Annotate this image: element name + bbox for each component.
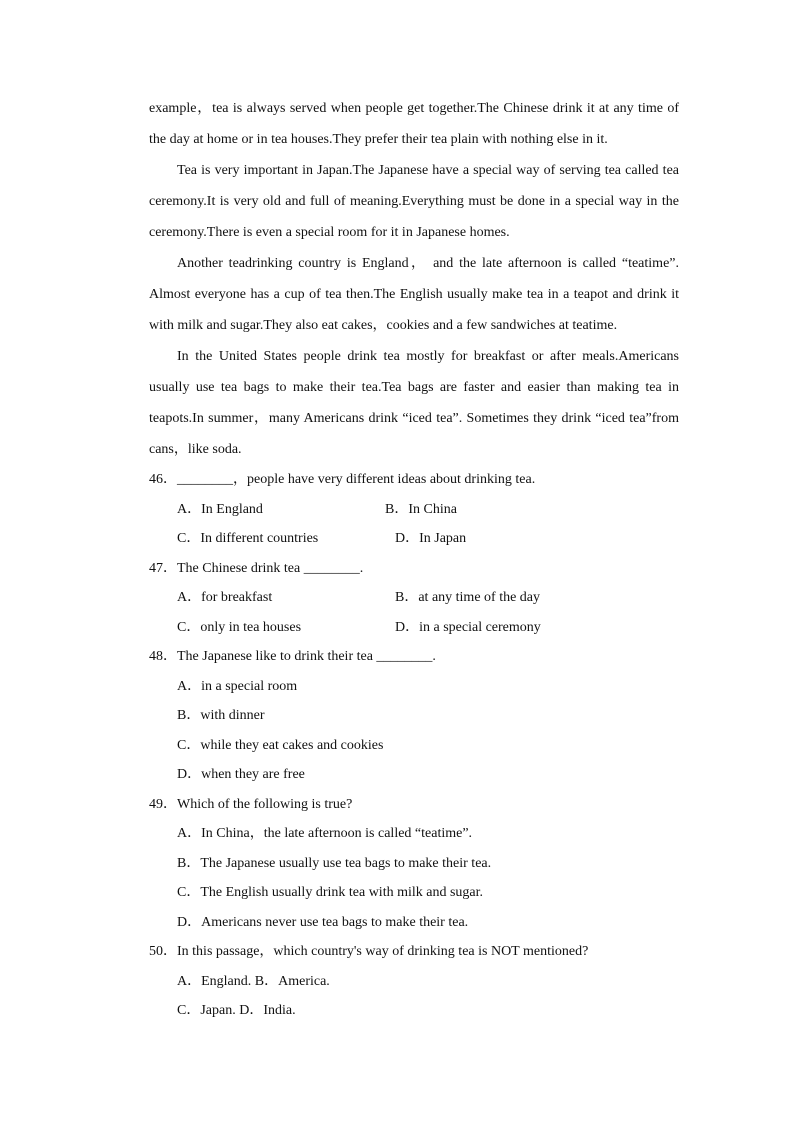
question-47-option-a[interactable]: A．for breakfast bbox=[177, 590, 273, 605]
question-50-options-cd[interactable]: C．Japan. D．India. bbox=[177, 1003, 296, 1018]
question-47-option-c[interactable]: C．only in tea houses bbox=[177, 619, 302, 635]
question-46 bbox=[149, 465, 679, 554]
question-48-option-d[interactable]: D．when they are free bbox=[177, 767, 305, 782]
question-49 bbox=[149, 790, 679, 938]
question-47-option-d[interactable]: D．in a special ceremony bbox=[395, 619, 541, 635]
question-47 bbox=[149, 554, 679, 643]
question-49-option-c[interactable]: C．The English usually drink tea with milk and sugar. bbox=[177, 885, 484, 900]
passage-paragraph-2: Tea is very important in Japan.The Japanese have a special way of serving tea called tea ceremony.It is very old and full of meaning.Everything must be done in a special way in the ceremony.There is even a special room for it in Japanese homes. bbox=[149, 163, 679, 240]
question-47-options-row-1 bbox=[149, 583, 679, 613]
question-47-option-b[interactable]: B．at any time of the day bbox=[395, 590, 541, 605]
question-46-options-row-1 bbox=[149, 495, 679, 525]
question-47-options-row-2 bbox=[149, 613, 679, 643]
question-46-option-d[interactable]: D．In Japan bbox=[395, 531, 467, 546]
question-48-option-b[interactable]: B．with dinner bbox=[177, 708, 265, 723]
question-47-stem: 47．The Chinese drink tea ________. bbox=[149, 560, 364, 576]
question-50-stem: 50．In this passage，which country's way of drinking tea is NOT mentioned? bbox=[149, 944, 589, 959]
question-50-options-ab[interactable]: A．England. B．America. bbox=[177, 973, 330, 989]
question-46-option-c[interactable]: C．In different countries bbox=[177, 531, 319, 546]
question-49-stem: 49．Which of the following is true? bbox=[149, 796, 353, 812]
question-49-option-d[interactable]: D．Americans never use tea bags to make their tea. bbox=[177, 914, 469, 930]
question-46-option-a[interactable]: A．In England bbox=[177, 501, 263, 517]
question-48-option-a[interactable]: A．in a special room bbox=[177, 678, 298, 694]
document-page bbox=[149, 93, 679, 1026]
passage-paragraph-3: Another teadrinking country is England， and the late afternoon is called “teatime”. Almost everyone has a cup of tea then.The English usually make tea in a teapot and drink it with milk and sugar.They also eat cakes，cookies and a few sandwiches at teatime. bbox=[149, 256, 679, 333]
question-46-options-row-2 bbox=[149, 524, 679, 554]
passage-paragraph-1: example，tea is always served when people get together.The Chinese drink it at any time of the day at home or in tea houses.They prefer their tea plain with nothing else in it. bbox=[149, 101, 679, 147]
question-50 bbox=[149, 937, 679, 1026]
passage-paragraph-4: In the United States people drink tea mostly for breakfast or after meals.Americans usually use tea bags to make their tea.Tea bags are faster and easier than making tea in teapots.In summer，many Americans drink “iced tea”. Sometimes they drink “iced tea”from cans，like soda. bbox=[149, 349, 679, 457]
question-49-option-a[interactable]: A．In China，the late afternoon is called “teatime”. bbox=[177, 826, 473, 841]
question-48 bbox=[149, 642, 679, 790]
question-49-option-b[interactable]: B．The Japanese usually use tea bags to make their tea. bbox=[177, 855, 492, 871]
question-46-option-b[interactable]: B．In China bbox=[385, 501, 457, 517]
question-48-stem: 48．The Japanese like to drink their tea ________. bbox=[149, 649, 436, 664]
question-46-stem: 46．________，people have very different ideas about drinking tea. bbox=[149, 472, 536, 487]
question-48-option-c[interactable]: C．while they eat cakes and cookies bbox=[177, 737, 384, 753]
